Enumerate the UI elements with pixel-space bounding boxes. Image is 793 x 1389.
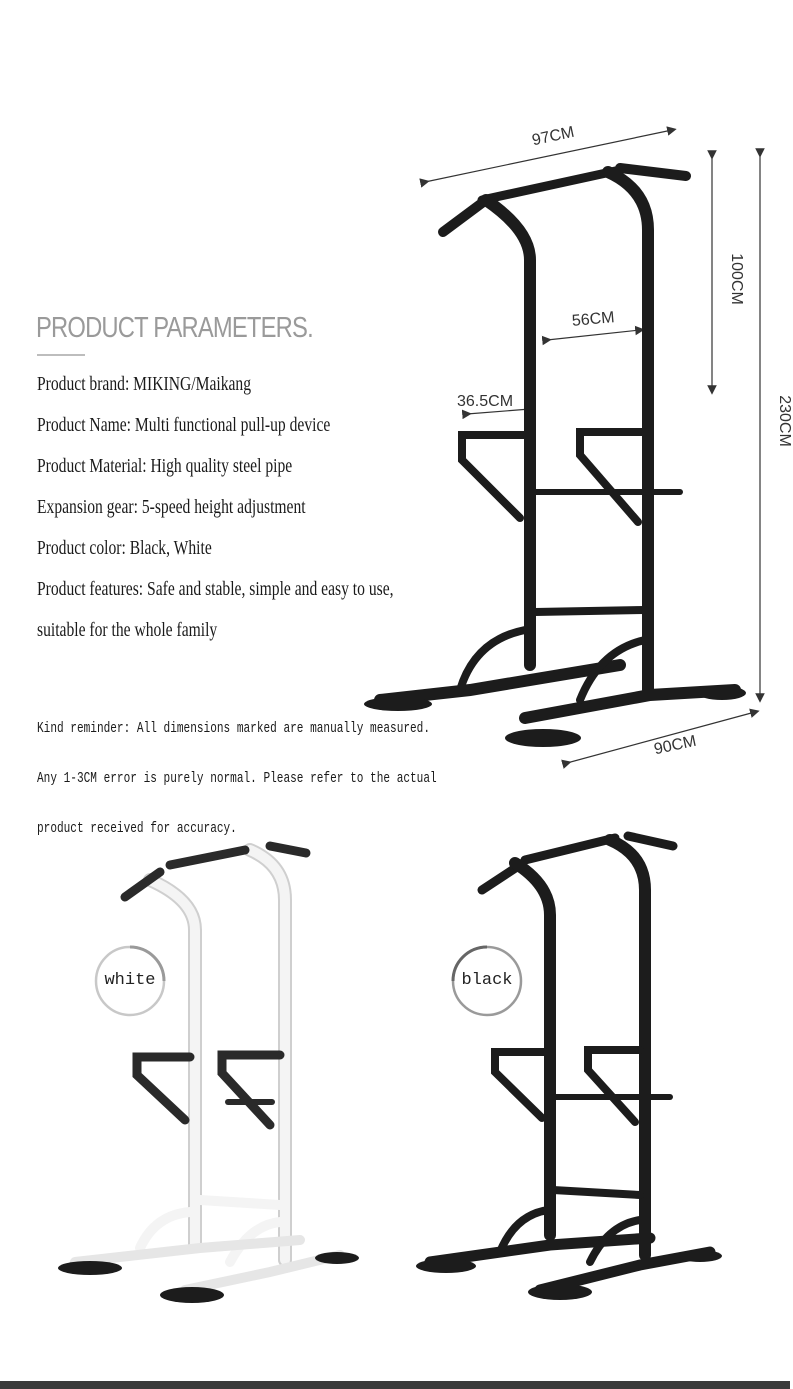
dimension-width-top-label: 97CM <box>530 123 576 150</box>
param-name: Product Name: Multi functional pull-up device <box>37 414 331 436</box>
param-features-cont: suitable for the whole family <box>37 619 218 641</box>
reminder-line-1: Kind reminder: All dimensions marked are manually measured. <box>37 720 431 737</box>
param-expansion: Expansion gear: 5-speed height adjustment <box>37 496 306 518</box>
dimension-total-height-label: 230CM <box>775 395 793 447</box>
param-material: Product Material: High quality steel pipe <box>37 455 293 477</box>
footer-bar <box>0 1381 790 1389</box>
reminder-line-3: product received for accuracy. <box>37 820 237 837</box>
param-color: Product color: Black, White <box>37 537 212 559</box>
dimension-depth-label: 90CM <box>652 732 698 759</box>
black-variant-label: black <box>461 971 513 990</box>
parameter-list <box>37 370 494 657</box>
param-features: Product features: Safe and stable, simple and easy to use, <box>37 578 394 600</box>
reminder-line-2: Any 1-3CM error is purely normal. Please refer to the actual <box>37 770 437 787</box>
dimension-upper-height-label: 100CM <box>727 253 745 305</box>
white-variant-badge <box>94 945 166 1017</box>
param-brand: Product brand: MIKING/Maikang <box>37 373 252 395</box>
black-tower <box>416 836 722 1300</box>
kind-reminder <box>37 718 597 868</box>
white-variant-label: white <box>104 971 156 990</box>
dimension-dip-width-label: 36.5CM <box>457 393 514 410</box>
black-variant-badge <box>451 945 523 1017</box>
dimension-inner-width-label: 56CM <box>571 309 616 330</box>
section-title: PRODUCT PARAMETERS. <box>36 312 313 344</box>
white-tower <box>58 846 359 1303</box>
title-divider <box>37 354 85 356</box>
